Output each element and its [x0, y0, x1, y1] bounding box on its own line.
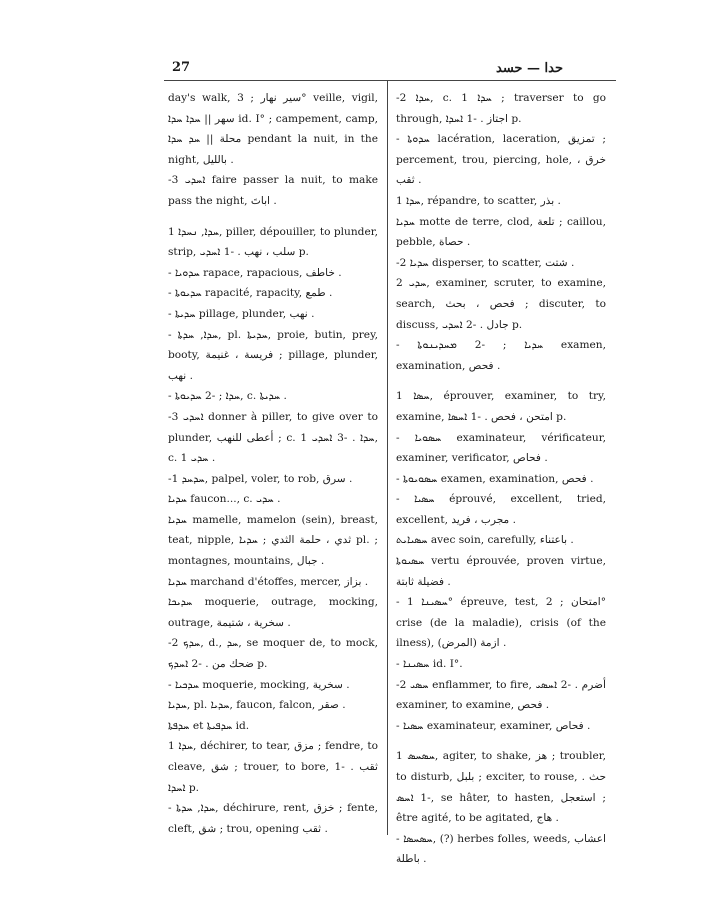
dictionary-entry: -1 ܚܕܚܕ, palpel, voler, to rob, سرق .	[168, 472, 353, 485]
dictionary-entry: - ܚܕܐ, ܚܕܬܐ, pl. ܚܕܝܬܐ, proie, butin, prey, booty, فريسة ، غنيمة ; pillage, plunder, نهب .	[168, 328, 379, 382]
dictionary-entry: 1 ܚܣܐ, éprouver, examiner, to try, examine, امتحن ، فحص . -1 ܐܚܣܐ p.	[396, 390, 606, 423]
dictionary-entry: 1 ܚܕܐ, répandre, to scatter, بذر .	[396, 194, 561, 207]
dictionary-entry: - ܚܕܐ, ܚܕܬܐ, déchirure, rent, خزق ; fente, cleft, شق ; trou, opening ثقب .	[168, 802, 378, 835]
dictionary-entry: - ܚܕܘܬܐ lacération, laceration, تمزيق ; percement, trou, piercing, hole, خرق ، ثقب .	[396, 133, 606, 187]
dictionary-entry: 2 ܚܕܝ, examiner, scruter, to examine, search, فحص ، بحث ; discuter, to discuss, جادل . -2 ܐܚܕܝ p.	[396, 277, 607, 331]
dictionary-entry: - ܚܕܐ ; -2 ܚܕܝܘܬܐ, c. ܚܕܝܬܐ .	[168, 390, 287, 403]
header-rule	[164, 80, 616, 81]
dictionary-entry: - ܚܣܝܐ examinateur, examiner, فحاص .	[396, 719, 591, 732]
page-number: 27	[172, 60, 191, 75]
dictionary-entry: - ܚܕܝܘܬܐ rapacité, rapacity, طمع .	[168, 287, 333, 300]
dictionary-entry: ܚܣܝܘܬܐ vertu éprouvée, proven virtue, فضيلة ثابتة .	[396, 555, 606, 588]
dictionary-entry: -2 ܚܕܝܐ disperser, to scatter, شتت .	[396, 256, 575, 269]
dictionary-entry: ܚܕܦܬܐ et ܚܕܦܝܬܐ id.	[168, 719, 250, 732]
right-column	[396, 88, 606, 870]
dictionary-entry: - ܚܣܚܣܐ, (?) herbes folles, weeds, اعشاب باطلة .	[396, 832, 606, 866]
dictionary-entry: ܚܕܝܐ motte de terre, clod, تلعة ; caillou, pebble, حصاة .	[396, 215, 606, 249]
dictionary-entry: - ܚܕܟܝܐ moquerie, mocking, سخرية .	[168, 678, 350, 691]
running-head: حدا — حسد	[496, 61, 563, 76]
dictionary-entry: -3 ܐܚܕܝ donner à piller, to give over to plunder, أعطى للنهب ; c. 1 ܚܕܐ . -3 ܐܚܕܝ, c. 1 ܚܕܝ .	[168, 410, 378, 465]
dictionary-entry: 1 ܚܕܐ, ܢܚܕܐ, piller, dépouiller, to plunder, strip, سلب ، نهب . -1 ܐܚܕܝ p.	[168, 225, 378, 259]
dictionary-entry: - ܚܣܝܐ éprouvé, excellent, tried, excellent, مجرب ، فريد .	[396, 493, 607, 526]
dictionary-entry: day's walk, سير نهار ; 3° veille, vigil, سهر || ܚܕܐ ܚܕܐ id. I° ; campement, camp, محلة || ܚܕ ܚܕܐ pendant la nuit, in the night, بالليل .	[168, 92, 379, 166]
dictionary-entry: -2 ܚܕܐ, c. 1 ܚܕܐ ; traverser to go through, اجتاز . -1 ܐܚܕܐ p.	[396, 92, 607, 125]
dictionary-entry: - ܚܣܝܢܐ id. I°.	[396, 658, 463, 671]
dictionary-entry: 1 ܚܣܚܣ, agiter, to shake, هز ; troubler, to disturb, بلبل ; exciter, to rouse, حث . -1 ܐܚܣ, se hâter, to hasten, استعجل ; être agité, to be agitated, هاج .	[396, 750, 607, 825]
dictionary-entry: ܚܕܝܟܐ moquerie, outrage, mocking, outrage, سخرية ، شتيمة .	[168, 596, 378, 629]
dictionary-entry: -3 ܐܚܕܝ faire passer la nuit, to make pass the night, اباتَ .	[168, 174, 379, 207]
dictionary-entry: - ܚܣܘܝܘܬܐ examen, examination, فحص .	[396, 472, 594, 485]
dictionary-entry: ܚܕܝܐ, pl. ܚܕܝܐ, faucon, falcon, صقر .	[168, 699, 346, 712]
column-divider	[387, 80, 388, 835]
dictionary-entry: -2 ܚܕܟ, d., ܚܕ, se moquer de, to mock, ضحك من . -2 ܐܚܕܟ p.	[168, 637, 378, 671]
dictionary-entry: 1 ܚܕܐ, déchirer, to tear, مزق ; fendre, to cleave, شق ; trouer, to bore, ثقب . -1 ܐܚܕܐ p.	[168, 740, 378, 794]
left-column	[168, 88, 378, 839]
dictionary-entry: - ܚܣܝܢܐ 1° épreuve, test, امتحان ; 2° crise (de la maladie), crisis (of the ilness), ازمة (المرض) .	[396, 596, 607, 650]
dictionary-entry: ܚܕܝܐ faucon..., c. ܚܕܝ .	[168, 493, 281, 506]
dictionary-entry: - ܚܕܝܬܐ pillage, plunder, نهب .	[168, 307, 315, 320]
dictionary-entry: -2 ܚܣܝ enflammer, to fire, أضرم . -2 ܐܚܣܝ examiner, to examine, فحص .	[396, 678, 606, 712]
dictionary-entry: ܚܣܝܐܝܬ avec soin, carefully, باعتناء .	[396, 534, 574, 547]
dictionary-entry: ܚܕܝܐ marchand d'étoffes, mercer, بزاز .	[168, 575, 369, 588]
dictionary-entry: - ܚܕܘܝܐ rapace, rapacious, خاطف .	[168, 266, 342, 279]
dictionary-entry: ܚܕܝܐ mamelle, mamelon (sein), breast, teat, nipple, ثدي ، حلمة الثدي ; ܚܕܝܐ pl. ; montagnes, mountains, جبال .	[168, 513, 378, 568]
dictionary-entry: - ܚܣܘܝܐ examinateur, vérificateur, examiner, verificator, فحاص .	[396, 431, 607, 465]
dictionary-entry: - ܚܕܝܐ ; -2 ܡܚܕܝܢܘܬܐ examen, examination, فحص .	[396, 339, 606, 372]
